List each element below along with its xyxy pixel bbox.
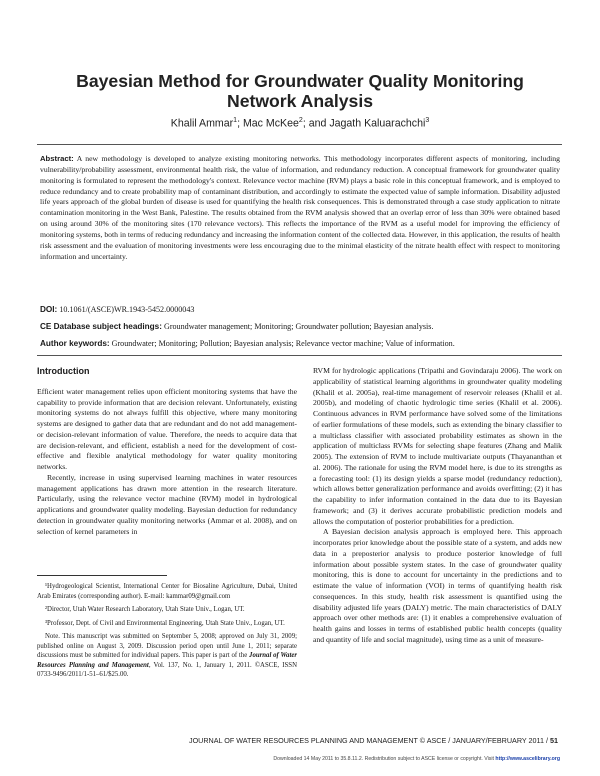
left-column <box>37 366 297 537</box>
intro-paragraph: Recently, increase in using supervised learning machines in water resources management applications has drawn more attention in the research literature. Particularly, using the relevance vector machine (RVM) model in hydrological applications and groundwater quality modeling. Bayesian deduction for redundancy detection in groundwater quality monitoring networks (Ammar et al. 2008), and on selection of kernel parameters in <box>37 472 297 536</box>
abstract-block <box>40 154 560 262</box>
author-name: ; and Jagath Kaluarachchi <box>302 117 426 130</box>
running-footer-text: JOURNAL OF WATER RESOURCES PLANNING AND MANAGEMENT © ASCE / JANUARY/FEBRUARY 2011 / <box>188 736 550 745</box>
divider-top <box>37 144 562 145</box>
paper-title: Bayesian Method for Groundwater Quality Monitoring Network Analysis <box>76 71 524 111</box>
footnote-divider <box>37 575 167 576</box>
footnote: ¹Hydrogeological Scientist, International Center for Biosaline Agriculture, Dubai, United Arab Emirates (corresponding author). E-mail: kammar09@gmail.com <box>37 583 297 600</box>
subject-headings-text: Groundwater management; Monitoring; Groundwater pollution; Bayesian analysis. <box>163 322 434 331</box>
author-affil-mark: 1 <box>233 117 238 124</box>
download-notice-text: Downloaded 14 May 2011 to 35.8.11.2. Redistribution subject to ASCE license or copyright. Visit <box>273 756 496 762</box>
author-name: Khalil Ammar <box>170 117 234 130</box>
keywords-label: Author keywords: <box>40 339 110 348</box>
intro-paragraph: Efficient water management relies upon efficient monitoring systems that have the capability to provide information that are decision relevant. Unfortunately, existing monitoring systems do not always fulfill this objective, where many monitoring systems are designed to gather data that are redundant and do not add management- or decision-relevant information of value. Therefore, the needs to acquire data that are decision-relevant, and efficient, establish a need for the development of cost-effective and flexible analytical methodology for water quality monitoring networks. <box>37 386 297 471</box>
body-paragraph: RVM for hydrologic applications (Tripathi and Govindaraju 2006). The work on applicability of statistical learning algorithms in groundwater quality modeling (Khalil et al. 2005a), real-time management of reservoir releases (Khalil et al. 2005b), and modeling of chaotic hydrologic time series (Khalil et al. 2006). Continuous advances in RVM performance have solved some of the limitations of earlier formulations of these models, such as extending the binary classifier to a multiclass classifier with associated probability estimates as shown in the application of multiclass RVMs for selecting shape features (Zhang and Malik 2005). The extension of RVM to include multivariate outputs (Thayananthan et al. 2006). The rationale for using the RVM model here, is due to its strengths as a forecasting tool: (1) its design yields a sparse model (redundancy reduction), which allows better generalization performance and avoids overfitting; (2) it has the capability to infer information contained in the data due to its Bayesian framework; and (3) it derives accurate probabilistic prediction models and allows the computation of posterior probabilities for a prediction. <box>313 366 562 526</box>
keywords-line <box>40 338 560 349</box>
running-footer <box>148 736 558 745</box>
footnote: ³Professor, Dept. of Civil and Environmental Engineering, Utah State Univ., Logan, UT. <box>45 619 285 627</box>
note-text: Note. This manuscript was submitted on September 5, 2008; approved on July 31, 2009; published online on August 3, 2009. Discussion period open until June 1, 2011; separate discussions must be submitted for individual papers. This paper is part of the <box>37 633 297 659</box>
download-notice <box>150 756 560 762</box>
keywords-text: Groundwater; Monitoring; Pollution; Bayesian analysis; Relevance vector machine; Value of information. <box>111 339 455 348</box>
author-list <box>40 117 560 130</box>
manuscript-note <box>37 632 297 680</box>
section-heading-introduction: Introduction <box>37 366 90 376</box>
right-column <box>313 366 562 646</box>
doi-label: DOI: <box>40 305 58 314</box>
page-number: 51 <box>550 736 558 745</box>
doi-value[interactable]: 10.1061/(ASCE)WR.1943-5452.0000043 <box>59 305 195 314</box>
journal-name: Journal of Water Resources Planning and Management <box>37 652 297 669</box>
divider-bottom <box>37 355 562 356</box>
subject-headings-label: CE Database subject headings: <box>40 322 162 331</box>
abstract-text: A new methodology is developed to analyze existing monitoring networks. This methodology incorporates different aspects of monitoring, including vulnerability/probability assessment, environmental health risk, the value of information, and redundancy reduction. A conceptual framework for groundwater quality monitoring is formulated to represent the methodology's context. Relevance vector machine (RVM) plays a basic role in this conceptual framework, and is employed to reduce redundancy and to create probability map of contaminant distribution, and accordingly to estimate the expected value of sample information. Disability adjusted life years approach of the global burden of disease is used for quantifying the health risk consequences. This is demonstrated through a case study application to nitrate contamination monitoring in the West Bank, Palestine. The results obtained from the RVM analysis showed that an overlap error of less than 30% were obtained based on using around 30% of the monitoring sites (170 relevance vectors). This reflects the importance of the RVM as a useful model for improving the efficiency of monitoring systems, both in terms of reducing redundancy and increasing the information content of the collected data. However, in this application, the results of health risk assessment and the evaluation of monitoring investments were less encouraging due to the minimal elasticity of the nitrate health effect with respect to monitoring information and uncertainty. <box>40 154 560 261</box>
footnotes-block <box>37 582 297 684</box>
author-affil-mark: 2 <box>298 117 303 124</box>
abstract-label: Abstract: <box>40 154 74 163</box>
author-name: ; Mac McKee <box>237 117 299 130</box>
author-affil-mark: 3 <box>425 117 430 124</box>
doi-line <box>40 304 560 315</box>
note-text: , Vol. 137, No. 1, January 1, 2011. ©ASCE, ISSN 0733-9496/2011/1-51–61/$25.00. <box>37 661 297 678</box>
body-paragraph: A Bayesian decision analysis approach is employed here. This approach incorporates prior knowledge about the possible state of a system, and adds new data in a preposterior analysis to produce posterior knowledge of full information about possible system states. In the case of groundwater quality monitoring, this is done to account for uncertainty in the predictions and to estimate the value of information (VOI) in terms of quantifying health risk consequences. In this study, health risk assessment is quantified using the disability adjusted life years (DALY) metric. The main characteristics of DALY approach over other methods are: (1) it enables a comprehensive evaluation of health gains and losses in terms of established public health concepts (quality and quantity of life and social magnitude), using time as a unit of measure- <box>313 527 562 644</box>
ascelibrary-link[interactable]: http://www.ascelibrary.org <box>495 756 560 762</box>
footnote: ²Director, Utah Water Research Laboratory, Utah State Univ., Logan, UT. <box>45 606 245 613</box>
subject-headings-line <box>40 321 560 332</box>
